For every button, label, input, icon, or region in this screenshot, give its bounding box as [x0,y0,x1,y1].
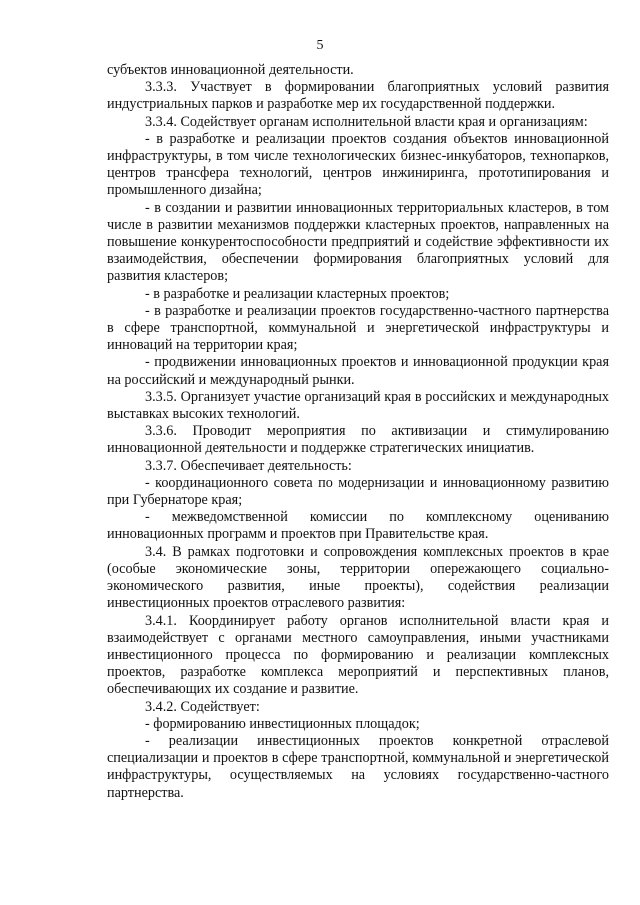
paragraph-3-3-6: 3.3.6. Проводит мероприятия по активизации и стимулированию инновационной деятельности и поддержке стратегических инициатив. [107,423,609,457]
paragraph-3-3-4: 3.3.4. Содействует органам исполнительной власти края и организациям: [145,113,588,130]
paragraph-continuation: субъектов инновационной деятельности. [107,62,354,78]
paragraph-3-3-3: 3.3.3. Участвует в формировании благоприятных условий развития индустриальных парков и разработке мер их государственной поддержки. [107,79,609,113]
paragraph-3-4: 3.4. В рамках подготовки и сопровождения комплексных проектов в крае (особые экономические зоны, территории опережающего социально-экономического развития, иные проекты), содействия реализации инвестиционных проектов отраслевого развития: [107,543,609,612]
document-body [107,62,609,802]
list-item-investment-projects: - реализации инвестиционных проектов конкретной отраслевой специализации и проектов в сфере транспортной, коммунальной и энергетической инфраструктуры, осуществляемых на условиях государственно-частного партнерства. [107,732,609,801]
list-item-innovation-infrastructure: - в разработке и реализации проектов создания объектов инновационной инфраструктуры, в том числе технологических бизнес-инкубаторов, технопарков, центров трансфера технологий, центров инжиниринга, прототипирования и промышленного дизайна; [107,130,609,199]
paragraph-3-4-1: 3.4.1. Координирует работу органов исполнительной власти края и взаимодействует с органами местного самоуправления, иными участниками инвестиционного процесса по формированию и реализации комплексных проектов, разработке комплекса мероприятий и перспективных планов, обеспечивающих их создание и развитие. [107,612,609,698]
list-item-territorial-clusters: - в создании и развитии инновационных территориальных кластеров, в том числе в развитии механизмов поддержки кластерных проектов, направленных на повышение конкурентоспособности предприятий и содействие эффективности их взаимодействия, обеспечении формирования благоприятных условий для развития кластеров; [107,199,609,285]
paragraph-3-3-7: 3.3.7. Обеспечивает деятельность: [145,457,352,474]
list-item-interagency-commission: - межведомственной комиссии по комплексному оцениванию инновационных программ и проектов при Правительстве края. [107,509,609,543]
paragraph-3-4-2: 3.4.2. Содействует: [145,698,260,715]
page-number: 5 [316,38,324,53]
list-item-investment-sites: - формированию инвестиционных площадок; [145,715,420,732]
list-item-cluster-projects: - в разработке и реализации кластерных проектов; [145,285,450,302]
list-item-coordination-council: - координационного совета по модернизации и инновационному развитию при Губернаторе края; [107,474,609,509]
list-item-market-promotion: - продвижении инновационных проектов и инновационной продукции края на российский и международный рынки. [107,354,609,388]
paragraph-3-3-5: 3.3.5. Организует участие организаций края в российских и международных выставках высоких технологий. [107,388,609,423]
list-item-ppp-projects: - в разработке и реализации проектов государственно-частного партнерства в сфере транспортной, коммунальной и энергетической инфраструктуры и инноваций на территории края; [107,302,609,354]
